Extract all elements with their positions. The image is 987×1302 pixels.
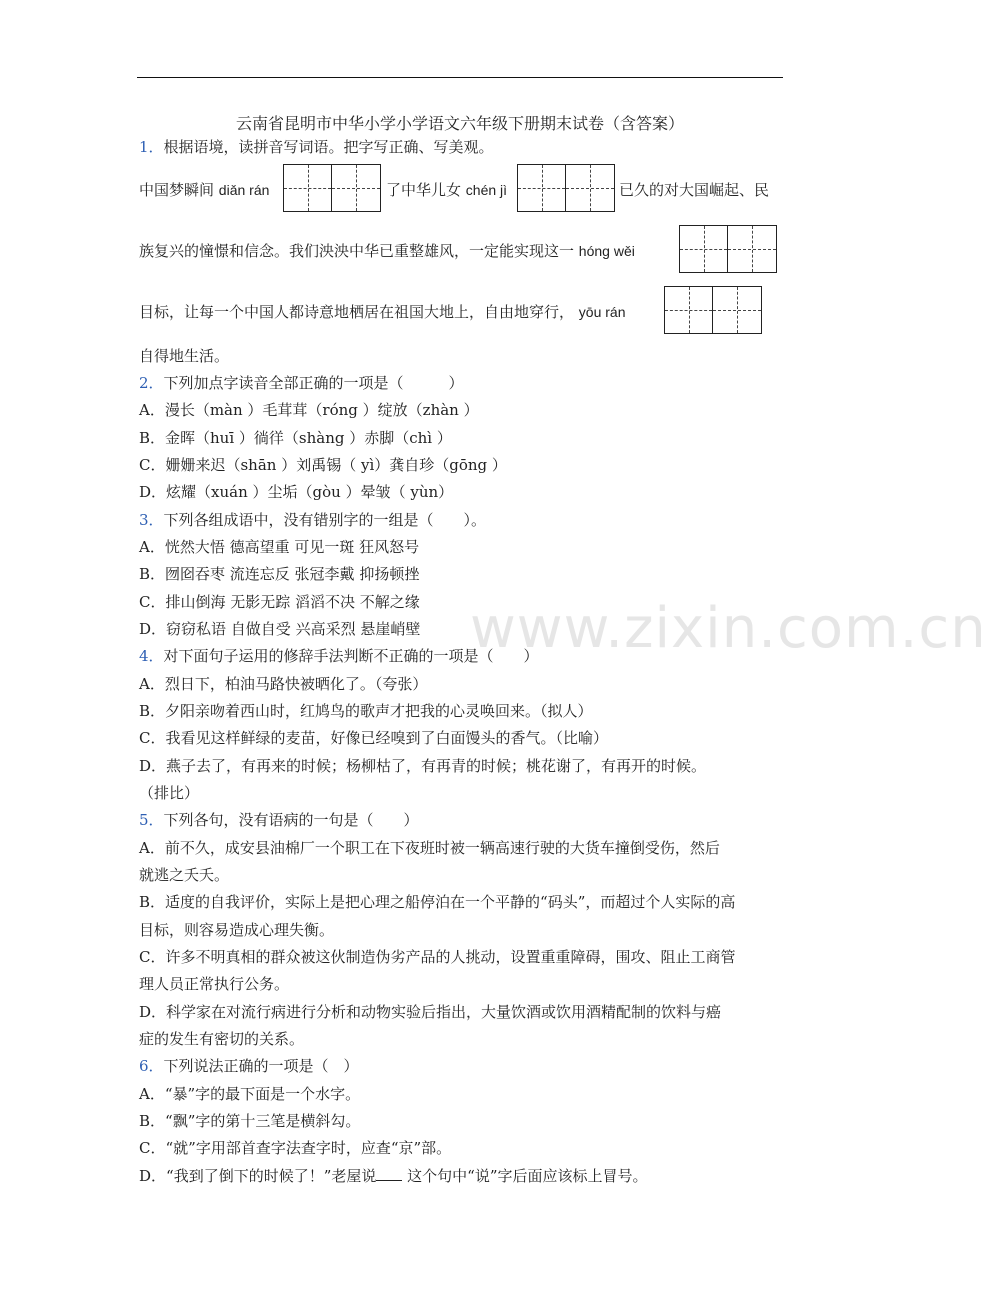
question-number: 6．	[139, 1057, 164, 1075]
question-number: 4．	[139, 647, 164, 665]
question-2-stem: 2．下列加点字读音全部正确的一项是（ ）	[139, 374, 464, 392]
grid-cell[interactable]	[728, 226, 776, 272]
q1-line-1-end: 已久的对大国崛起、民	[619, 181, 770, 199]
q2-option-b[interactable]: B．金晖（huī ）徜徉（shàng ）赤脚（chì ）	[139, 429, 452, 447]
q6-option-c[interactable]: C．“就”字用部首查字法查字时，应查“京”部。	[139, 1139, 452, 1157]
q1-line-3: 目标，让每一个中国人都诗意地栖居在祖国大地上，自由地穿行， yōu rán	[139, 303, 626, 321]
question-3-stem: 3．下列各组成语中，没有错别字的一组是（ ）。	[139, 511, 487, 529]
question-4-stem: 4．对下面句子运用的修辞手法判断不正确的一项是（ ）	[139, 647, 539, 665]
q6-option-d[interactable]: D．“我到了倒下的时候了！”老屋说 这个句中“说”字后面应该标上冒号。	[139, 1167, 648, 1185]
q6-option-a[interactable]: A．“暴”字的最下面是一个水字。	[139, 1085, 361, 1103]
answer-grid-hongwei[interactable]	[679, 225, 777, 273]
q1-line-1-start: 中国梦瞬间 diǎn rán	[139, 181, 270, 199]
question-6-stem: 6．下列说法正确的一项是（ ）	[139, 1057, 359, 1075]
q4-option-a[interactable]: A．烈日下，柏油马路快被晒化了。（夸张）	[139, 675, 428, 693]
q4-option-d[interactable]: D．燕子去了，有再来的时候；杨柳枯了，有再青的时候；桃花谢了，有再开的时候。	[139, 757, 707, 775]
q2-option-d[interactable]: D．炫耀（xuán ）尘垢（gòu ）晕皱（ yùn）	[139, 483, 454, 501]
pinyin-dianran: diǎn rán	[218, 182, 270, 198]
grid-cell[interactable]	[713, 287, 761, 333]
question-1-stem: 1．根据语境，读拼音写词语。把字写正确、写美观。	[139, 138, 494, 156]
q4-option-b[interactable]: B．夕阳亲吻着西山时，红鸠鸟的歌声才把我的心灵唤回来。（拟人）	[139, 702, 593, 720]
question-5-stem: 5．下列各句，没有语病的一句是（ ）	[139, 811, 419, 829]
watermark: www.zixin.com.cn	[470, 596, 987, 661]
q5-option-b-cont: 目标，则容易造成心理失衡。	[139, 921, 335, 939]
q3-option-c[interactable]: C．排山倒海 无影无踪 滔滔不决 不解之缘	[139, 593, 420, 611]
q5-option-a-cont: 就逃之夭夭。	[139, 866, 230, 884]
question-number: 3．	[139, 511, 164, 529]
q5-option-c[interactable]: C．许多不明真相的群众被这伙制造伪劣产品的人挑动，设置重重障碍，围攻、阻止工商管	[139, 948, 736, 966]
q4-option-c[interactable]: C．我看见这样鲜绿的麦苗，好像已经嗅到了白面馒头的香气。（比喻）	[139, 729, 608, 747]
q5-option-d-cont: 症的发生有密切的关系。	[139, 1030, 305, 1048]
grid-cell[interactable]	[284, 165, 332, 211]
pinyin-youran: yōu rán	[578, 304, 626, 320]
q1-line-2: 族复兴的憧憬和信念。我们泱泱中华已重整雄风，一定能实现这一 hóng wěi	[139, 242, 635, 260]
pinyin-chenji: chén jì	[465, 182, 508, 198]
q1-line-1-mid: 了中华儿女 chén jì	[386, 181, 508, 199]
answer-grid-youran[interactable]	[664, 286, 762, 334]
q2-option-c[interactable]: C．姗姗来迟（shān ）刘禹锡（ yì）龚自珍（gōng ）	[139, 456, 507, 474]
page-title: 云南省昆明市中华小学小学语文六年级下册期末试卷（含答案）	[235, 114, 684, 133]
question-number: 2．	[139, 374, 164, 392]
question-number: 5．	[139, 811, 164, 829]
grid-cell[interactable]	[518, 165, 566, 211]
q5-option-c-cont: 理人员正常执行公务。	[139, 975, 290, 993]
grid-cell[interactable]	[566, 165, 614, 211]
q3-option-a[interactable]: A．恍然大悟 德高望重 可见一斑 狂风怒号	[139, 538, 420, 556]
q5-option-d[interactable]: D．科学家在对流行病进行分析和动物实验后指出，大量饮酒或饮用酒精配制的饮料与癌	[139, 1003, 722, 1021]
answer-grid-dianran[interactable]	[283, 164, 381, 212]
grid-cell[interactable]	[665, 287, 713, 333]
grid-cell[interactable]	[332, 165, 380, 211]
q6-option-b[interactable]: B．“飘”字的第十三笔是横斜勾。	[139, 1112, 361, 1130]
q5-option-b[interactable]: B．适度的自我评价，实际上是把心理之船停泊在一个平静的“码头”，而超过个人实际的高	[139, 893, 736, 911]
grid-cell[interactable]	[680, 226, 728, 272]
header-rule	[137, 77, 783, 78]
question-number: 1．	[139, 138, 164, 156]
answer-grid-chenji[interactable]	[517, 164, 615, 212]
q3-option-b[interactable]: B．囫囵吞枣 流连忘反 张冠李戴 抑扬顿挫	[139, 565, 420, 583]
pinyin-hongwei: hóng wěi	[578, 243, 635, 259]
q4-option-d-cont: （排比）	[139, 784, 200, 802]
fill-blank[interactable]	[376, 1166, 402, 1181]
q2-option-a[interactable]: A．漫长（màn ）毛茸茸（róng ）绽放（zhàn ）	[139, 401, 479, 419]
q1-line-4: 自得地生活。	[139, 347, 230, 365]
q3-option-d[interactable]: D．窃窃私语 自做自受 兴高采烈 悬崖峭壁	[139, 620, 421, 638]
q5-option-a[interactable]: A．前不久，成安县油棉厂一个职工在下夜班时被一辆高速行驶的大货车撞倒受伤，然后	[139, 839, 720, 857]
